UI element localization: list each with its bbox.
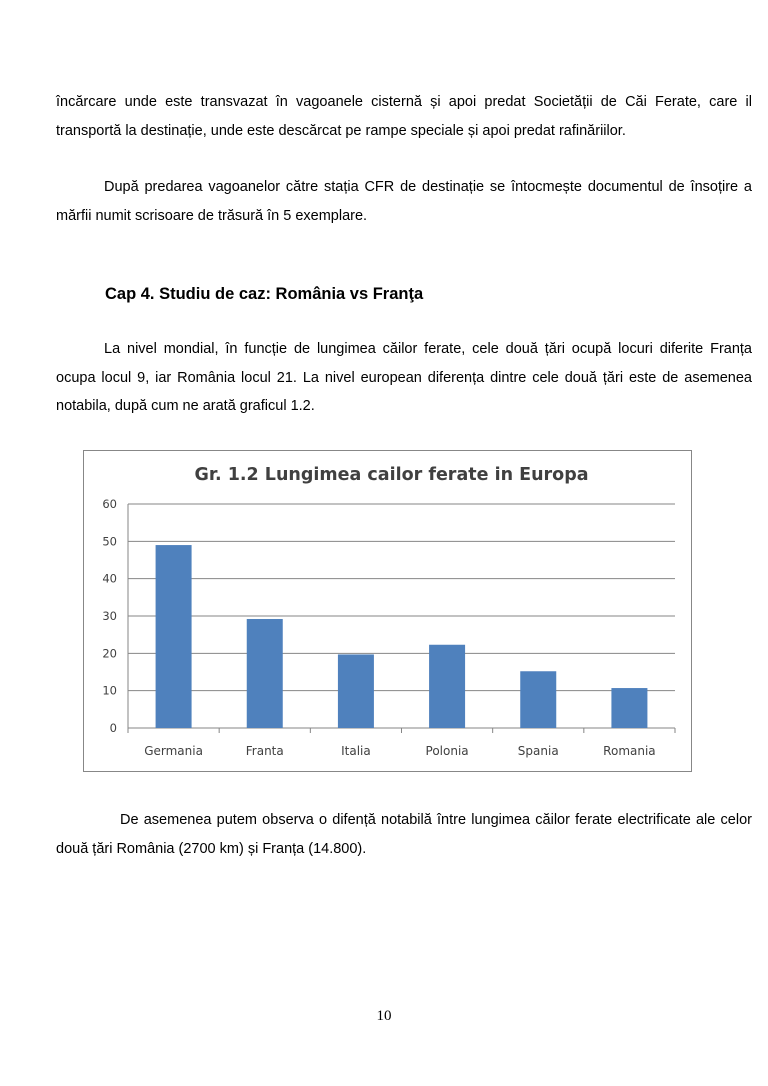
bar-germania xyxy=(156,545,192,728)
bar-chart xyxy=(84,451,691,771)
chart-title: Gr. 1.2 Lungimea cailor ferate in Europa xyxy=(194,465,589,485)
x-tick-label: Spania xyxy=(517,744,559,758)
y-tick-label: 50 xyxy=(102,534,117,549)
y-tick-label: 60 xyxy=(102,497,117,511)
chart-frame xyxy=(83,450,692,772)
paragraph-4: De asemenea putem observa o difență notabilă între lungimea căilor ferate electrificate ale celor două țări România (2700 km) și Franța (14.800). xyxy=(56,812,752,857)
paragraph-3: La nivel mondial, în funcție de lungimea căilor ferate, cele două țări ocupă locuri diferite Franța ocupa locul 9, iar România locul 21. La nivel european diferența dintre cele două țări este de asemenea notabila, după cum ne arată graficul 1.2. xyxy=(56,341,752,414)
y-tick-label: 10 xyxy=(102,683,117,698)
x-tick-label: Italia xyxy=(341,744,371,758)
paragraph-1: încărcare unde este transvazat în vagoanele cisternă și apoi predat Societății de Căi Ferate, care il transportă la destinație, unde este descărcat pe rampe speciale și apoi predat rafinăriilor. xyxy=(56,94,752,139)
x-tick-label: Polonia xyxy=(425,744,469,758)
page-number: 10 xyxy=(376,1008,392,1024)
x-tick-label: Franta xyxy=(245,744,284,758)
x-tick-label: Romania xyxy=(603,744,656,758)
y-tick-label: 0 xyxy=(109,721,117,735)
paragraph-2: După predarea vagoanelor către stația CFR de destinație se întocmește documentul de însoțire a mărfii numit scrisoare de trăsură în 5 exemplare. xyxy=(56,179,752,224)
bar-italia xyxy=(338,654,374,728)
bar-spania xyxy=(520,671,556,728)
bar-franta xyxy=(247,619,283,728)
y-tick-label: 30 xyxy=(102,609,117,623)
bar-romania xyxy=(611,688,647,728)
bar-polonia xyxy=(429,645,465,728)
section-heading: Cap 4. Studiu de caz: România vs Franţa xyxy=(105,285,424,303)
x-tick-label: Germania xyxy=(144,744,203,758)
y-tick-label: 20 xyxy=(102,646,117,661)
y-tick-label: 40 xyxy=(102,571,117,586)
